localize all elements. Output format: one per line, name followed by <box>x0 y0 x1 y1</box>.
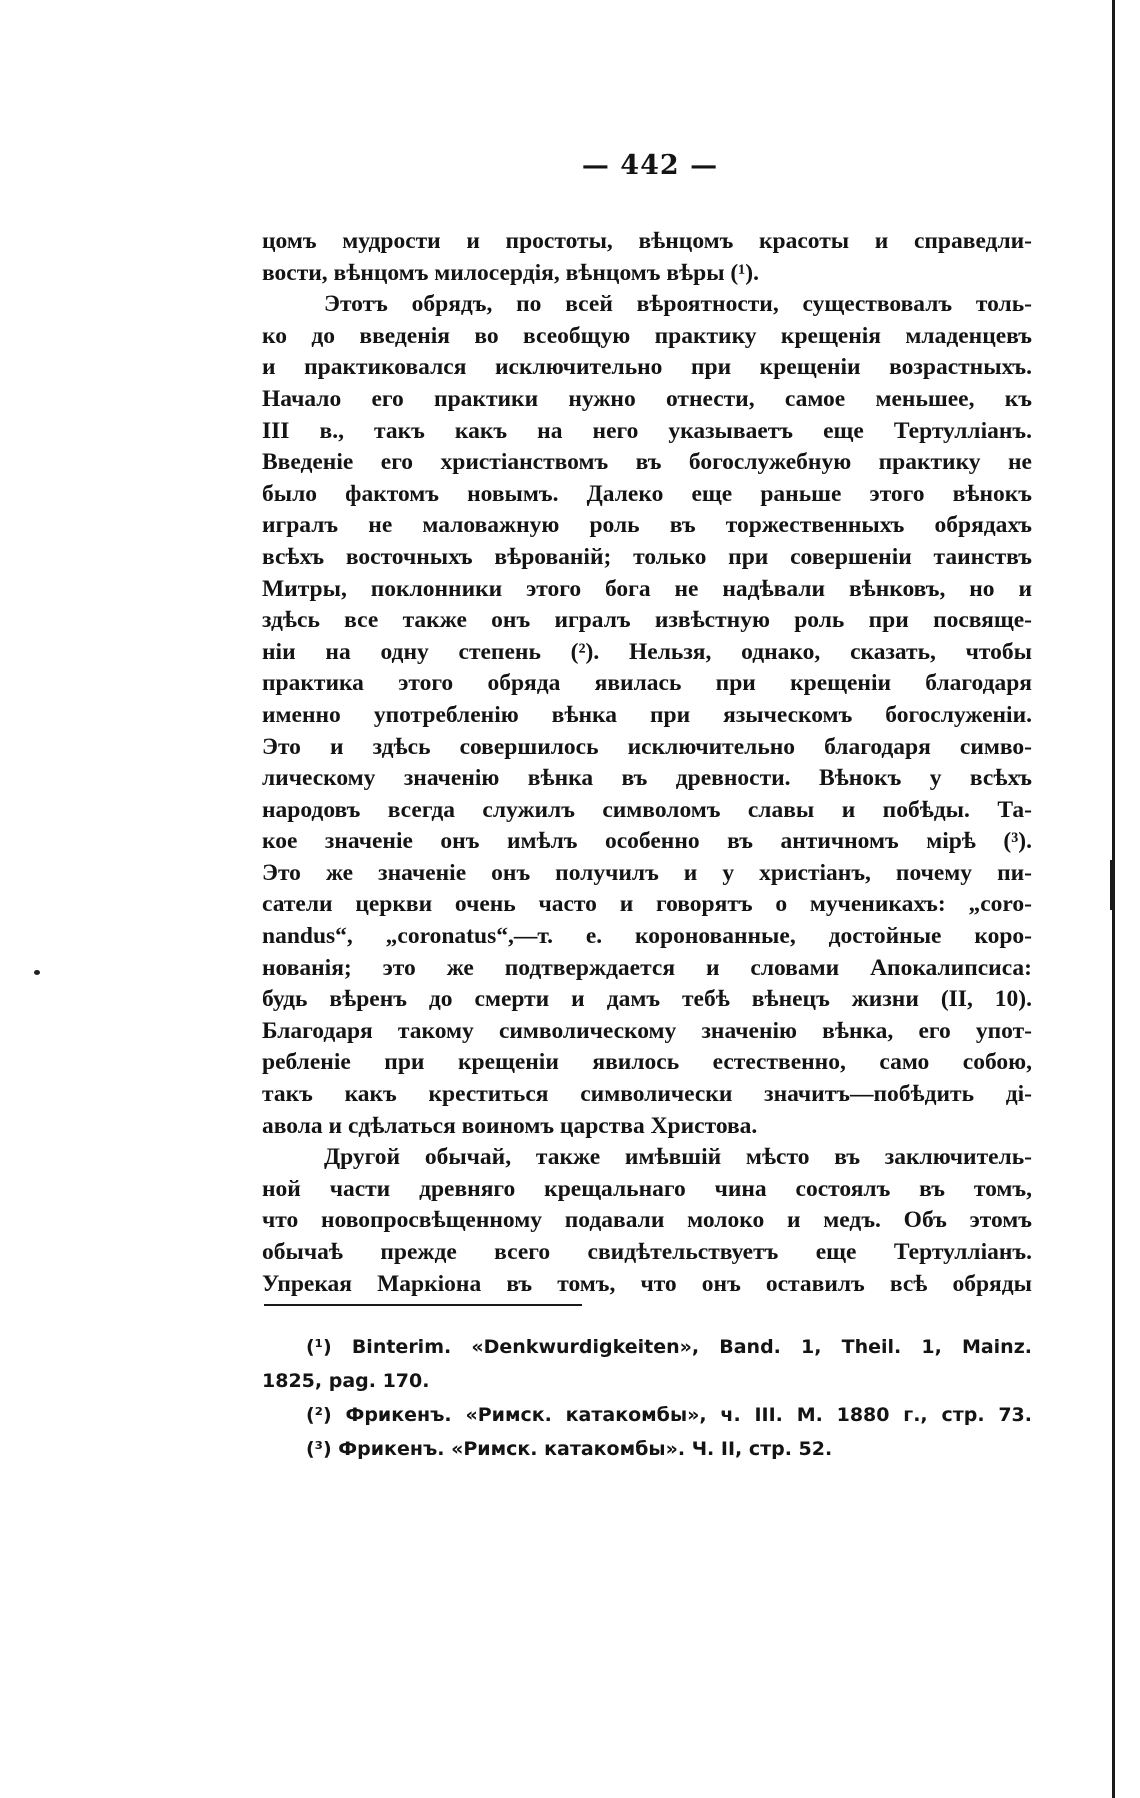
text-line: III в., такъ какъ на него указываетъ еще Тертулліанъ. <box>262 417 1032 444</box>
scan-edge-mark <box>1110 860 1113 910</box>
text-line: ко до введенія во всеобщую практику крещенія младенцевъ <box>262 322 1032 349</box>
text-line: нованія; это же подтверждается и словами Апокалипсиса: <box>262 954 1032 981</box>
text-line: Митры, поклонники этого бога не надѣвали вѣнковъ, но и <box>262 575 1032 602</box>
text-line: что новопросвѣщенному подавали молоко и медъ. Объ этомъ <box>262 1207 1032 1234</box>
footnote-line: (²) Фрикенъ. «Римск. катакомбы», ч. III. М. 1880 г., стр. 73. <box>306 1404 1032 1426</box>
text-line: лическому значенію вѣнка въ древности. Вѣнокъ у всѣхъ <box>262 765 1032 792</box>
text-line: Начало его практики нужно отнести, самое меньшее, къ <box>262 385 1032 412</box>
text-line: будь вѣренъ до смерти и дамъ тебѣ вѣнецъ жизни (II, 10). <box>262 986 1032 1013</box>
text-line: вости, вѣнцомъ милосердія, вѣнцомъ вѣры (¹). <box>262 259 759 286</box>
text-line: именно употребленію вѣнка при языческомъ богослуженіи. <box>262 701 1032 728</box>
text-line: Это и здѣсь совершилось исключительно благодаря симво- <box>262 733 1032 760</box>
text-line: авола и сдѣлаться воиномъ царства Христова. <box>262 1112 758 1139</box>
text-line: nandus“, „coronatus“,—т. е. коронованные, достойные коро- <box>262 923 1032 950</box>
text-line: Упрекая Маркіона въ томъ, что онъ оставилъ всѣ обряды <box>262 1270 1032 1297</box>
footnote-line: (¹) Binterim. «Denkwurdigkeiten», Band. 1, Theil. 1, Mainz. <box>306 1336 1032 1358</box>
text-line: и практиковался исключительно при крещеніи возрастныхъ. <box>262 354 1032 381</box>
text-line: ной части древняго крещальнаго чина состоялъ въ томъ, <box>262 1175 1032 1202</box>
text-line: всѣхъ восточныхъ вѣрованій; только при совершеніи таинствъ <box>262 543 1032 570</box>
scan-speck <box>34 970 40 975</box>
text-line: здѣсь все также онъ игралъ извѣстную роль при посвяще- <box>262 607 1032 634</box>
text-line: народовъ всегда служилъ символомъ славы и побѣды. Та- <box>262 796 1032 823</box>
text-line: было фактомъ новымъ. Далеко еще раньше этого вѣнокъ <box>262 480 1032 507</box>
footnote-divider <box>264 1304 582 1306</box>
text-line: практика этого обряда явилась при крещеніи благодаря <box>262 670 1032 697</box>
footnote-line: (³) Фрикенъ. «Римск. катакомбы». Ч. II, стр. 52. <box>306 1438 833 1460</box>
text-line: игралъ не маловажную роль въ торжественныхъ обрядахъ <box>262 512 1032 539</box>
page-number: — 442 — <box>581 150 719 181</box>
footnotes <box>262 1330 1032 1466</box>
text-line: Введеніе его христіанствомъ въ богослужебную практику не <box>262 449 1032 476</box>
text-line: обычаѣ прежде всего свидѣтельствуетъ еще Тертулліанъ. <box>262 1239 1032 1265</box>
text-line: Другой обычай, также имѣвшій мѣсто въ заключитель- <box>324 1144 1032 1171</box>
text-line: ніи на одну степень (²). Нельзя, однако, сказать, чтобы <box>262 638 1032 665</box>
footnote-line: 1825, pag. 170. <box>262 1370 430 1392</box>
text-line: Это же значеніе онъ получилъ и у христіанъ, почему пи- <box>262 859 1032 886</box>
text-line: цомъ мудрости и простоты, вѣнцомъ красоты и справедли- <box>262 228 1032 254</box>
text-line: Этотъ обрядъ, по всей вѣроятности, существовалъ толь- <box>324 291 1032 318</box>
text-line: Благодаря такому символическому значенію вѣнка, его упот- <box>262 1017 1032 1044</box>
text-line: такъ какъ креститься символически значитъ—побѣдить ді- <box>262 1081 1032 1108</box>
text-line: кое значеніе онъ имѣлъ особенно въ античномъ мірѣ (³). <box>262 828 1032 855</box>
text-line: сатели церкви очень часто и говорятъ о мученикахъ: „coro- <box>262 891 1032 918</box>
text-line: ребленіе при крещеніи явилось естественно, само собою, <box>262 1049 1032 1076</box>
body-text <box>262 226 1032 1300</box>
